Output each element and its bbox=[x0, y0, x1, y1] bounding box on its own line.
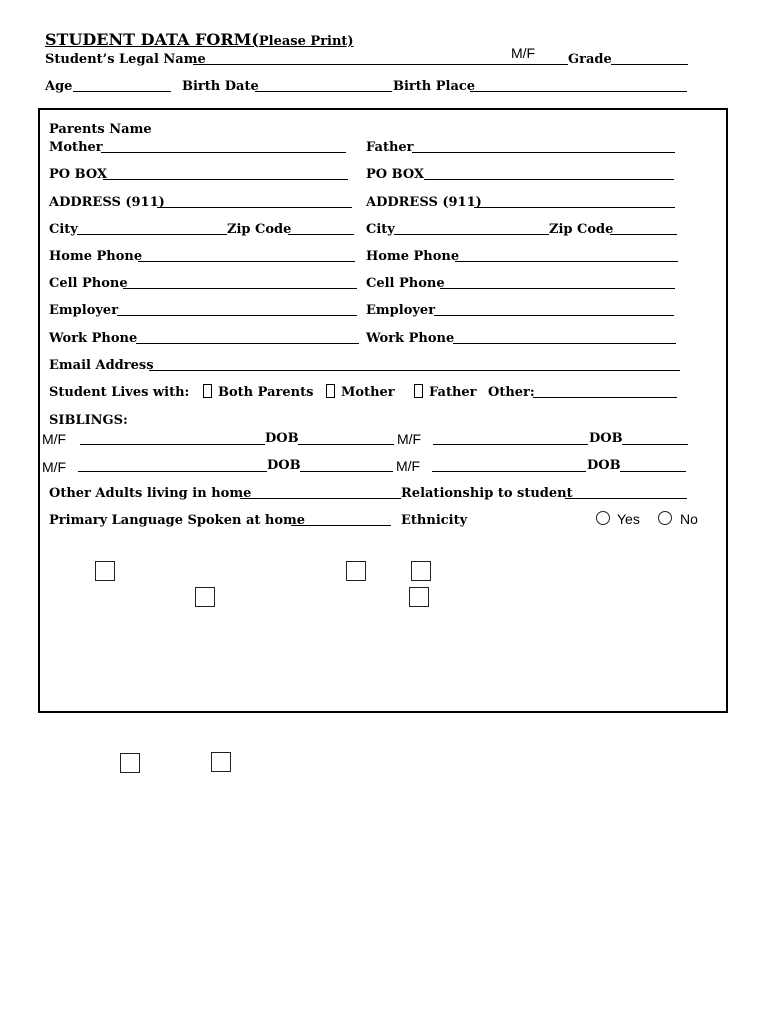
checkbox-1[interactable] bbox=[95, 561, 115, 581]
checkbox-5[interactable] bbox=[409, 587, 429, 607]
sibling-1-mf-label: M/F bbox=[42, 431, 67, 447]
student-legal-name-field[interactable] bbox=[193, 64, 568, 65]
yes-label: Yes bbox=[617, 511, 640, 527]
lives-with-other-label: Other: bbox=[488, 385, 535, 400]
siblings-label: SIBLINGS: bbox=[49, 413, 128, 428]
mother-address-field[interactable] bbox=[157, 207, 352, 208]
father-po-box-field[interactable] bbox=[424, 179, 674, 180]
form-title bbox=[45, 30, 354, 49]
father-work-phone-label: Work Phone bbox=[366, 331, 455, 346]
primary-language-field[interactable] bbox=[291, 525, 391, 526]
grade-label: Grade bbox=[568, 52, 612, 67]
relationship-field[interactable] bbox=[565, 498, 687, 499]
mother-cell-phone-label: Cell Phone bbox=[49, 276, 128, 291]
father-zip-field[interactable] bbox=[610, 234, 677, 235]
other-adults-field[interactable] bbox=[240, 498, 401, 499]
student-mf-label: M/F bbox=[511, 45, 536, 61]
father-employer-field[interactable] bbox=[434, 315, 674, 316]
yes-radio[interactable] bbox=[596, 511, 610, 525]
sibling-3-name-field[interactable] bbox=[78, 471, 267, 472]
lives-with-father-label: Father bbox=[429, 385, 477, 400]
lives-with-both-checkbox[interactable] bbox=[203, 384, 212, 398]
father-label: Father bbox=[366, 140, 414, 155]
mother-zip-label: Zip Code bbox=[227, 222, 292, 237]
no-radio[interactable] bbox=[658, 511, 672, 525]
no-label: No bbox=[680, 511, 698, 527]
mother-home-phone-label: Home Phone bbox=[49, 249, 143, 264]
sibling-4-dob-field[interactable] bbox=[620, 471, 686, 472]
age-field[interactable] bbox=[73, 91, 171, 92]
sibling-3-mf-label: M/F bbox=[42, 459, 67, 475]
father-cell-phone-field[interactable] bbox=[440, 288, 675, 289]
father-zip-label: Zip Code bbox=[549, 222, 614, 237]
mother-po-box-label: PO BOX bbox=[49, 167, 108, 182]
other-adults-label: Other Adults living in home bbox=[49, 486, 252, 501]
mother-employer-label: Employer bbox=[49, 303, 119, 318]
sibling-1-name-field[interactable] bbox=[80, 444, 265, 445]
mother-address-label: ADDRESS (911) bbox=[49, 195, 165, 210]
lives-with-mother-checkbox[interactable] bbox=[326, 384, 335, 398]
father-city-field[interactable] bbox=[394, 234, 549, 235]
parents-name-heading: Parents Name bbox=[49, 122, 152, 137]
checkbox-3[interactable] bbox=[411, 561, 431, 581]
relationship-label: Relationship to student bbox=[401, 486, 573, 501]
mother-label: Mother bbox=[49, 140, 103, 155]
sibling-4-mf-label: M/F bbox=[396, 458, 421, 474]
sibling-3-dob-label: DOB bbox=[267, 458, 301, 473]
ethnicity-label: Ethnicity bbox=[401, 513, 468, 528]
father-cell-phone-label: Cell Phone bbox=[366, 276, 445, 291]
primary-language-label: Primary Language Spoken at home bbox=[49, 513, 306, 528]
mother-po-box-field[interactable] bbox=[103, 179, 348, 180]
mother-field[interactable] bbox=[101, 152, 346, 153]
father-employer-label: Employer bbox=[366, 303, 436, 318]
mother-zip-field[interactable] bbox=[288, 234, 354, 235]
father-address-field[interactable] bbox=[474, 207, 675, 208]
sibling-2-mf-label: M/F bbox=[397, 431, 422, 447]
checkbox-6[interactable] bbox=[120, 753, 140, 773]
checkbox-2[interactable] bbox=[346, 561, 366, 581]
grade-field[interactable] bbox=[611, 64, 688, 65]
mother-city-field[interactable] bbox=[77, 234, 227, 235]
email-field[interactable] bbox=[149, 370, 680, 371]
birth-place-label: Birth Place bbox=[393, 79, 476, 94]
father-home-phone-label: Home Phone bbox=[366, 249, 460, 264]
father-work-phone-field[interactable] bbox=[453, 343, 676, 344]
mother-work-phone-label: Work Phone bbox=[49, 331, 138, 346]
lives-with-father-checkbox[interactable] bbox=[414, 384, 423, 398]
birth-date-label: Birth Date bbox=[182, 79, 259, 94]
sibling-3-dob-field[interactable] bbox=[300, 471, 393, 472]
lives-with-mother-label: Mother bbox=[341, 385, 395, 400]
sibling-1-dob-label: DOB bbox=[265, 431, 299, 446]
form-title-note: Please Print) bbox=[258, 34, 354, 49]
age-label: Age bbox=[45, 79, 73, 94]
lives-with-label: Student Lives with: bbox=[49, 385, 190, 400]
sibling-2-name-field[interactable] bbox=[433, 444, 588, 445]
student-legal-name-label: Student’s Legal Name bbox=[45, 52, 206, 67]
father-city-label: City bbox=[366, 222, 395, 237]
sibling-1-dob-field[interactable] bbox=[298, 444, 394, 445]
sibling-2-dob-field[interactable] bbox=[622, 444, 688, 445]
form-title-text: STUDENT DATA FORM( bbox=[45, 30, 259, 49]
birth-date-field[interactable] bbox=[255, 91, 392, 92]
checkbox-7[interactable] bbox=[211, 752, 231, 772]
father-address-label: ADDRESS (911) bbox=[366, 195, 482, 210]
mother-home-phone-field[interactable] bbox=[138, 261, 355, 262]
mother-cell-phone-field[interactable] bbox=[123, 288, 357, 289]
sibling-4-name-field[interactable] bbox=[432, 471, 586, 472]
birth-place-field[interactable] bbox=[470, 91, 687, 92]
sibling-2-dob-label: DOB bbox=[589, 431, 623, 446]
father-po-box-label: PO BOX bbox=[366, 167, 425, 182]
mother-employer-field[interactable] bbox=[117, 315, 357, 316]
email-label: Email Address bbox=[49, 358, 154, 373]
mother-city-label: City bbox=[49, 222, 78, 237]
checkbox-4[interactable] bbox=[195, 587, 215, 607]
sibling-4-dob-label: DOB bbox=[587, 458, 621, 473]
father-home-phone-field[interactable] bbox=[455, 261, 678, 262]
lives-with-other-field[interactable] bbox=[533, 397, 677, 398]
father-field[interactable] bbox=[412, 152, 675, 153]
lives-with-both-label: Both Parents bbox=[218, 385, 314, 400]
mother-work-phone-field[interactable] bbox=[136, 343, 359, 344]
